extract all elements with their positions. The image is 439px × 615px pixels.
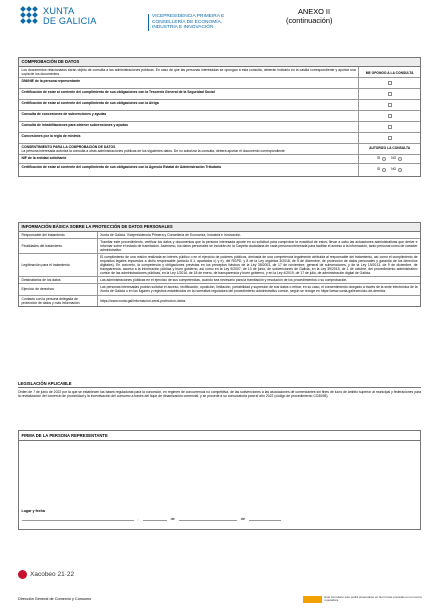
no-label: NO <box>391 155 397 160</box>
privacy-text: Xunta de Galicia. Vicepresidencia Primera y Consellería de Economía, Industria e Innovación. <box>97 232 420 238</box>
no-radio[interactable] <box>398 157 402 161</box>
xunta-logo <box>18 6 97 28</box>
no-label: NO <box>391 166 397 171</box>
yes-radio[interactable] <box>382 168 386 172</box>
section-title: FIRMA DE LA PERSONA REPRESENTANTE <box>19 431 420 441</box>
annex-subtitle: (continuación) <box>286 16 333 26</box>
logo-line-2: DE GALICIA <box>43 16 97 26</box>
data-protection-section <box>18 222 421 307</box>
document-header <box>18 6 423 54</box>
item-concesiones: Consulta de concesiones de subvenciones y ayudas <box>21 111 107 116</box>
yes-label: SÍ <box>377 155 381 160</box>
month-field[interactable] <box>179 515 237 521</box>
xunta-emblem-icon <box>18 6 40 28</box>
registry-stamp-icon <box>303 596 322 603</box>
privacy-text: Las administraciones públicas en el ejercicio de sus competencias, cuando sea necesario para la tramitación y resolución de los procedimientos o su comprobación. <box>97 277 420 283</box>
legislation-text: Orden de 7 de junio de 2022 por la que se establecen las bases reguladoras para la concesión, en régimen de concurrencia no competitiva, de las subvenciones a las asociaciones de comerciantes sin fines de lucro de ámbito superior al municipal y federaciones para la revitalización del comercio de proximidad y la incentivación del consumo a través del tique de dinamización comercial, y se procede a su convocatoria para el año 2022 (código de procedimiento CO300B). <box>18 389 421 398</box>
item-tgss: Certificación de estar al corriente del cumplimiento de sus obligaciones con la Tesorería General de la Seguridad Social <box>21 89 215 94</box>
logo-line-1: XUNTA <box>43 6 75 17</box>
legislation-section <box>18 380 421 398</box>
privacy-label: Legitimación para el tratamiento <box>21 263 70 268</box>
privacy-text: Las personas interesadas podrán solicitar el acceso, rectificación, oposición, limitación, portabilidad y supresión de sus datos o retirar, en su caso, el consentimiento otorgado a través de la sede electrónica de la Xunta de Galicia o en los lugares y registros establecidos en la normativa reguladora del procedimiento administrativo común, según se recoge en https://www.xunta.gal/exercicio-de-dereitos <box>97 284 420 294</box>
oppose-checkbox[interactable] <box>388 136 392 140</box>
footer-department: Dirección General de Comercio y Consumo <box>18 597 92 601</box>
item-inhabilitaciones: Consulta de inhabilitaciones para obtener subvenciones y ayudas <box>21 122 128 127</box>
auth-item-nif: NIF de la entidad solicitante <box>21 155 67 160</box>
item-minimis: Concesiones por la regla de minimis <box>21 133 81 138</box>
auth-item-aeat: Certificación de estar al corriente del cumplimiento de sus obligaciones con la Agencia Estatal de Administración Tributaria <box>21 164 221 169</box>
privacy-label: Contacto con la persona delegada de protección de datos y más información <box>21 296 80 305</box>
yes-radio[interactable] <box>382 157 386 161</box>
consent-intro: La persona interesada autoriza la consulta a otras administraciones públicas de los siguientes datos. De no autorizar la consulta, deberá aportar el documento correspondiente <box>21 148 285 153</box>
verification-intro: Los documentos relacionados serán objeto de consulta a las administraciones públicas. En caso de que las personas interesadas se opongan a esta consulta, deberán indicarlo en la casilla correspondiente y aportar una copia de los documentos. <box>21 67 356 76</box>
signature-area[interactable] <box>19 441 420 509</box>
year-field[interactable] <box>249 515 281 521</box>
privacy-link[interactable]: https://www.xunta.gal/informacion-xeral-proteccion-datos <box>97 296 420 306</box>
page-footer <box>18 570 423 610</box>
signature-section: FIRMA DE LA PERSONA REPRESENTANTE Lugar y fecha , de de <box>18 430 421 530</box>
oppose-checkbox[interactable] <box>388 81 392 85</box>
oppose-checkbox[interactable] <box>388 125 392 129</box>
footer-stamp: Este formulario solo podrá presentarse en las formas previstas en su norma reguladora <box>324 595 422 603</box>
authorize-column-header: AUTORIZO LA CONSULTA <box>358 144 420 154</box>
oppose-checkbox[interactable] <box>388 114 392 118</box>
oppose-checkbox[interactable] <box>388 103 392 107</box>
privacy-text: El cumplimiento de una misión realizada en interés público o en el ejercicio de poderes públicos, derivada de una competencia legalmente atribuida al responsable del tratamiento, así como el cumplimiento de requisitos legales impuestos a dicho responsable (artículo 6.1, apartados c) y e), del RGPD, y 8 de la Ley orgánica 3/2018, de 5 de diciembre, de protección de datos personales y garantía de los derechos digitales). En concreto, la competencia y obligaciones previstas en los preceptos básicos de la Ley 38/2003, de 17 de noviembre, general de subvenciones, y de la Ley 19/2013, de 9 de diciembre, de transparencia, acceso a la información pública y buen gobierno, así como en la Ley 9/2007, de 13 de junio, de subvenciones de Galicia, en la Ley 39/2015, de 1 de octubre, del procedimiento administrativo común de las administraciones públicas, en la Ley 1/2016, de 18 de enero, de transparencia y buen gobierno, y en la Ley 4/2019, de 17 de julio, de administración digital de Galicia. <box>97 254 420 276</box>
annex-label <box>286 7 332 26</box>
section-title: INFORMACIÓN BÁSICA SOBRE LA PROTECCIÓN DE DATOS PERSONALES <box>19 223 420 232</box>
yes-label: SÍ <box>377 166 381 171</box>
place-field[interactable] <box>22 515 134 521</box>
data-verification-section <box>18 57 421 177</box>
place-date-label: Lugar y fecha <box>21 509 45 514</box>
oppose-column-header: ME OPONGO A LA CONSULTA <box>358 67 420 77</box>
item-dni: DNI/NIE de la persona representante <box>21 78 81 83</box>
oppose-checkbox[interactable] <box>388 92 392 96</box>
privacy-label: Destinatarios de los datos <box>21 278 61 283</box>
privacy-label: Responsable del tratamiento <box>21 232 65 237</box>
xacobeo-icon <box>18 570 27 579</box>
section-title: COMPROBACIÓN DE DATOS <box>19 58 420 67</box>
privacy-label: Finalidades del tratamiento <box>21 243 63 248</box>
day-field[interactable] <box>143 515 167 521</box>
privacy-text: Tramitar este procedimiento, verificar los datos y documentos que la persona interesada aporte en su solicitud para comprobar la exactitud de estos, llevar a cabo las actuaciones administrativas que derive e informar sobre el estado de tramitación. Asimismo, los datos personales se incluirán en la Carpeta ciudadana de cada persona interesada para facilitar el acceso a la información, tanto personal como de carácter administrativo. <box>97 239 420 253</box>
consent-title: CONSENTIMIENTO PARA LA COMPROBACIÓN DE DATOS <box>21 144 116 149</box>
item-atriga: Certificación de estar al corriente del cumplimiento de sus obligaciones con la Atriga <box>21 100 159 105</box>
privacy-label: Ejercicio de derechos <box>21 287 54 292</box>
xacobeo-logo: Xacobeo 21·22 <box>18 570 423 579</box>
no-radio[interactable] <box>398 168 402 172</box>
annex-title: ANEXO II <box>298 7 331 16</box>
department-name: VICEPRESIDENCIA PRIMEIRA E CONSELLERÍA DE ECONOMÍA, INDUSTRIA E INNOVACIÓN <box>148 14 298 31</box>
section-title: LEGISLACIÓN APLICABLE <box>18 380 421 388</box>
